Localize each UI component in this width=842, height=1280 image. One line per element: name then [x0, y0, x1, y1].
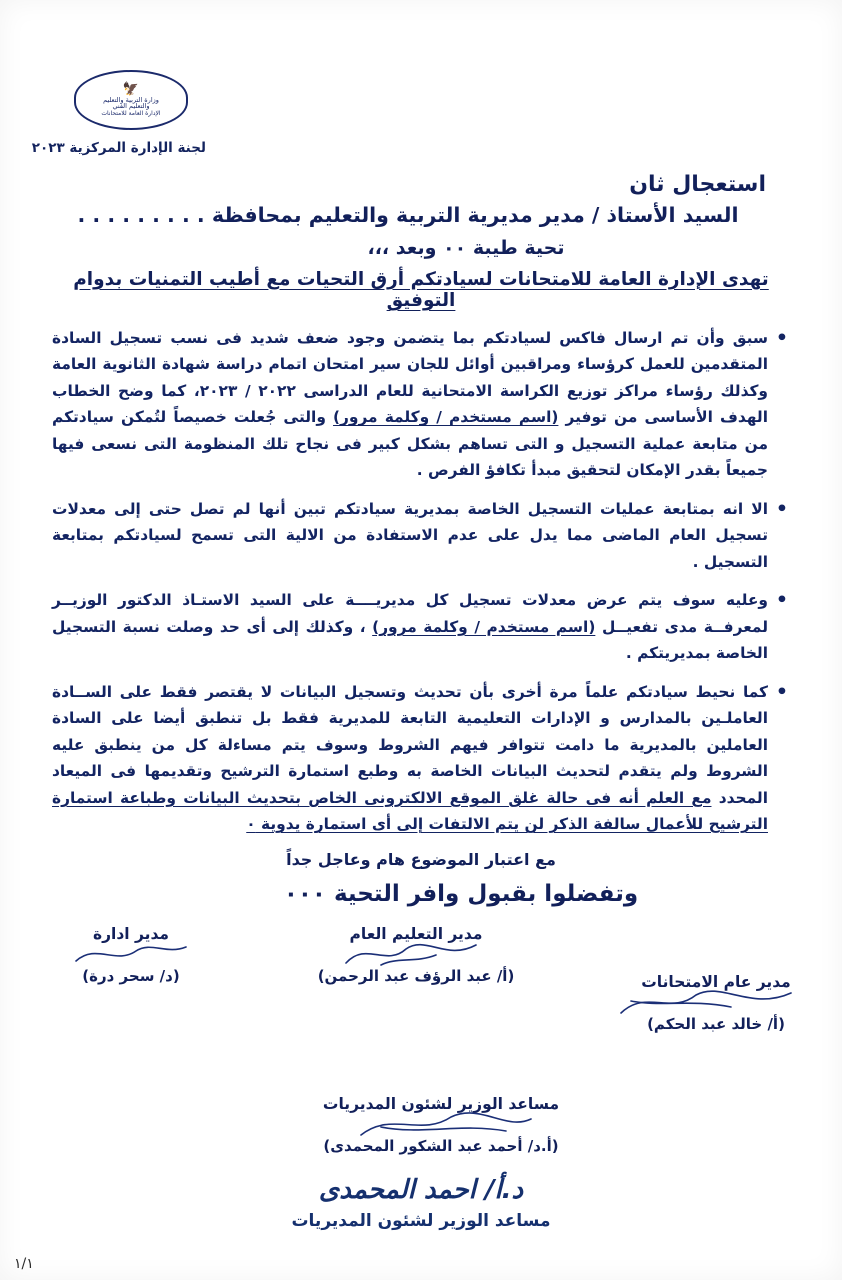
- points-list: [52, 325, 790, 838]
- eagle-emblem-icon: 🦅: [122, 81, 140, 97]
- point-part: وعليه سوف يتم عرض معدلات تسجيل كل مديريــــة على السيد الاستـاذ الدكتور الوزيــر لمعرفــة مدى تفعيــل: [52, 591, 768, 636]
- signatures-area: [46, 925, 796, 1255]
- list-item: [52, 587, 768, 666]
- seal-line-3: الإدارة العامة للامتحانات: [101, 110, 161, 118]
- document-header: [31, 70, 796, 156]
- point-part-emphasis: (اسم مستخدم / وكلمة مرور): [333, 408, 559, 427]
- handwritten-signature-mark: [591, 987, 841, 1017]
- committee-line: لجنة الإدارة المركزية ٢٠٢٣: [31, 140, 206, 156]
- addressee-line: السيد الأستاذ / مدير مديرية التربية والتعليم بمحافظة . . . . . . . . .: [77, 203, 739, 227]
- point-part: ، وكذلك إلى أى حد وصلت نسبة التسجيل الخاصة بمديريتكم .: [52, 617, 768, 663]
- point-part: والتى جُعلت خصيصاً لتُمكن سيادتكم من متابعة عملية التسجيل و التى تساهم بشكل كبير فى نجاح تلك المنظومة التى نسعى فيها جميعاً بقدر الإمكان لتحقيق مبدأ تكافؤ الفرص .: [52, 408, 768, 480]
- signature-title: مدير التعليم العام: [349, 924, 483, 943]
- page-number: ١/١: [14, 1256, 34, 1272]
- greeting-line: تحية طيبة ٠٠ وبعد ،،،: [367, 237, 565, 259]
- final-signature-name: د.أ/ احمد المحمدى: [318, 1174, 524, 1205]
- final-signature-title: مساعد الوزير لشئون المديريات: [291, 1210, 551, 1231]
- signature-block-general-education: [286, 925, 546, 985]
- important-note: مع اعتبار الموضوع هام وعاجل جداً: [286, 849, 556, 869]
- closing-line: وتفضلوا بقبول وافر التحية ٠٠٠: [283, 880, 639, 907]
- point-part: الا انه بمتابعة عمليات التسجيل الخاصة بمديرية سيادتكم تبين أنها لم تصل حتى إلى معدلات تسجيل العام الماضى مما يدل على عدم الاستفادة من الالية التى تسمح لسيادتكم بمتابعة التسجيل .: [52, 499, 768, 571]
- seal-line-1: وزارة التربية والتعليم: [103, 95, 159, 104]
- final-handwritten-signature: [46, 1175, 796, 1231]
- handwritten-signature-mark: [56, 939, 206, 969]
- seal-line-2: والتعليم الفني: [112, 102, 150, 111]
- signature-name: (أ/ عبد الرؤف عبد الرحمن): [317, 966, 515, 985]
- ministry-seal-icon: [74, 70, 188, 130]
- list-item: [52, 325, 768, 484]
- signature-block-exams-director: [591, 973, 841, 1033]
- handwritten-signature-mark: [291, 1109, 591, 1139]
- signature-title: مدير عام الامتحانات: [641, 972, 791, 991]
- signature-title: مساعد الوزير لشئون المديريات: [322, 1094, 560, 1113]
- point-part: كما نحيط سيادتكم علماً مرة أخرى بأن تحديث وتسجيل البيانات لا يقتصر فقط على الســادة العاملـين بالمدارس و الإدارات التعليمية التابعة للمديرية فقط بل تنطبق أيضا على السادة العاملين بالمديرية ما دامت تتوافر فيهم الشروط وسوف يتم مساءلة كل من ينطبق عليه الشروط ولم يتقدم لتحديث البيانات الخاصة به وطبع استمارة الترشيح وتقديمها فى الميعاد المحدد: [52, 682, 768, 807]
- intro-line: تهدى الإدارة العامة للامتحانات لسيادتكم أرق التحيات مع أطيب التمنيات بدوام التوفيق: [73, 269, 769, 311]
- signature-title: مدير ادارة: [92, 924, 170, 943]
- urgency-row: [46, 172, 796, 197]
- point-part: سبق وأن تم ارسال فاكس لسيادتكم بما يتضمن وجود ضعف شديد فى نسب تسجيل السادة المتقدمين للعمل كرؤساء ومراقبين أوائل للجان سير امتحان اتمام دراسة شهادة الثانوية العامة وكذلك رؤساء مراكز توزيع الكراسة الامتحانية للعام الدراسى ٢٠٢٢ / ٢٠٢٣، كما وضح الخطاب الهدف الأساسى من توفير: [52, 329, 768, 427]
- signature-block-admin: [56, 925, 206, 985]
- list-item: [52, 679, 768, 838]
- signature-name: (أ.د/ أحمد عبد الشكور المحمدى): [323, 1136, 559, 1155]
- urgency-label: استعجال ثان: [629, 172, 766, 197]
- list-item: [52, 496, 768, 575]
- handwritten-signature-mark: [286, 939, 546, 969]
- point-part-emphasis: (اسم مستخدم / وكلمة مرور): [372, 617, 596, 636]
- ministry-seal-block: [31, 70, 206, 156]
- signature-name: (د/ سحر درة): [82, 966, 180, 985]
- point-part-emphasis: مع العلم أنه فى حالة غلق الموقع الالكترونى الخاص بتحديث البيانات وطباعة استمارة الترشيح للأعمال سالفة الذكر لن يتم الالتفات إلى أى استمارة يدوية ٠: [52, 788, 768, 834]
- signature-name: (أ/ خالد عبد الحكم): [647, 1014, 785, 1033]
- signature-block-deputy-minister: [291, 1095, 591, 1155]
